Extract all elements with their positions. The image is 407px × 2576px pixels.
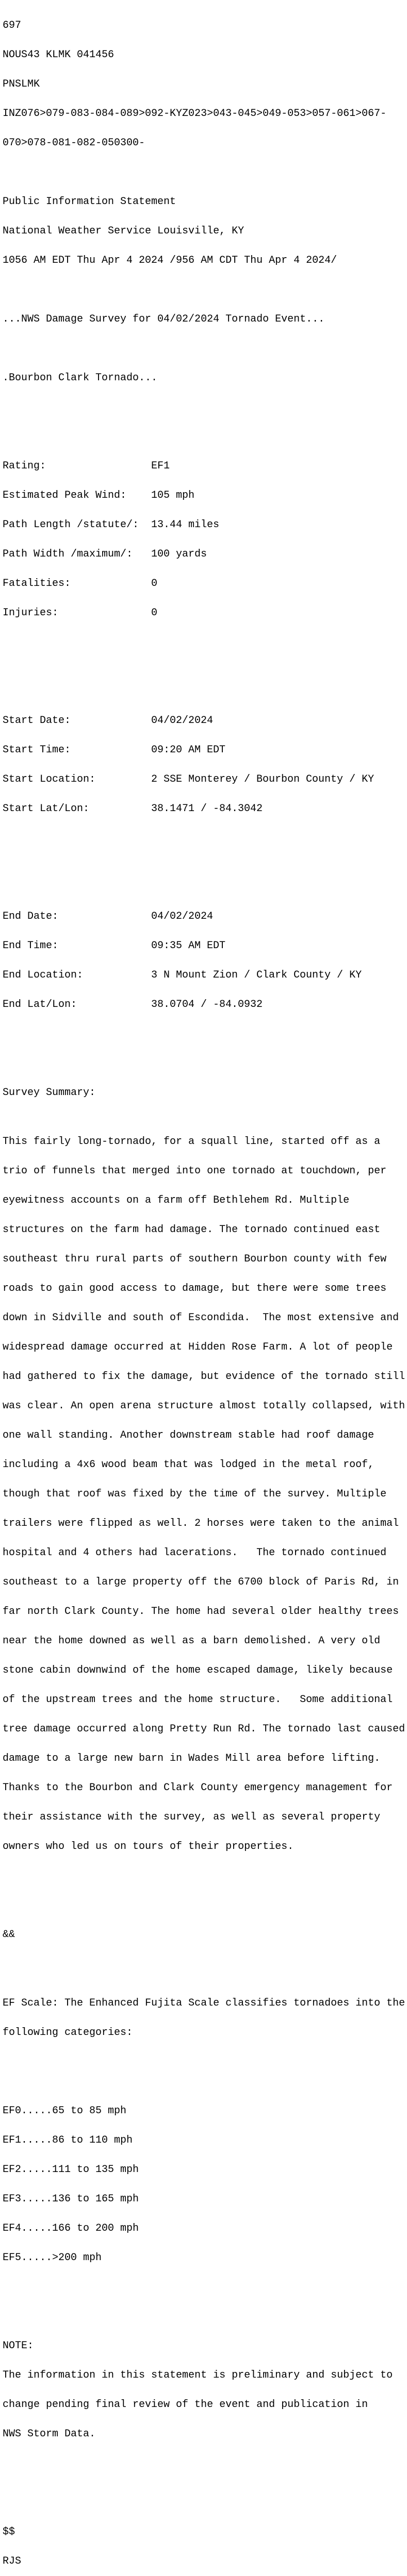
issuing-office: National Weather Service Louisville, KY — [3, 225, 245, 237]
blank-line — [3, 167, 407, 177]
start-block — [3, 696, 407, 833]
end-label: End Date: — [3, 911, 59, 922]
blank-line — [3, 657, 407, 667]
stat-row — [3, 520, 407, 530]
survey-line: had gathered to fix the damage, but evidence of the tornado still — [3, 1371, 405, 1383]
survey-line: one wall standing. Another downstream stable had roof damage — [3, 1429, 375, 1441]
survey-line: widespread damage occurred at Hidden Rose Farm. A lot of people — [3, 1341, 393, 1353]
survey-line: trio of funnels that merged into one tornado at touchdown, per — [3, 1165, 387, 1177]
ef-category: EF1.....86 to 110 mph — [3, 2134, 133, 2146]
end-value: 3 N Mount Zion / Clark County / KY — [151, 969, 362, 981]
ef-category: EF3.....136 to 165 mph — [3, 2193, 139, 2205]
start-row — [3, 775, 407, 784]
stat-value: EF1 — [151, 460, 170, 472]
stat-value: 100 yards — [151, 548, 207, 560]
end-row — [3, 1000, 407, 1009]
blank-line — [3, 344, 407, 353]
stat-value: 105 mph — [151, 490, 195, 501]
survey-line: tree damage occurred along Pretty Run Rd. The tornado last caused — [3, 1723, 405, 1735]
blank-line — [3, 285, 407, 295]
stats-block — [3, 442, 407, 637]
end-value: 38.0704 / -84.0932 — [151, 999, 263, 1011]
start-value: 04/02/2024 — [151, 715, 214, 727]
stat-label: Fatalities: — [3, 578, 71, 590]
headline: ...NWS Damage Survey for 04/02/2024 Tornado Event... — [3, 313, 325, 325]
note-line: NWS Storm Data. — [3, 2428, 96, 2440]
ef-scale-intro: following categories: — [3, 2027, 133, 2039]
end-of-product-marker: $$ — [3, 2526, 15, 2538]
start-value: 2 SSE Monterey / Bourbon County / KY — [151, 773, 375, 785]
end-label: End Time: — [3, 940, 59, 952]
blank-line — [3, 1959, 407, 1969]
ef-category: EF4.....166 to 200 mph — [3, 2223, 139, 2234]
stat-row — [3, 579, 407, 588]
blank-line — [3, 2302, 407, 2312]
end-label: End Location: — [3, 969, 84, 981]
survey-line: was clear. An open arena structure almost totally collapsed, with — [3, 1400, 405, 1412]
end-label: End Lat/Lon: — [3, 999, 77, 1011]
product-id: 697 — [3, 20, 22, 31]
stat-row — [3, 608, 407, 618]
survey-line: owners who led us on tours of their properties. — [3, 1841, 294, 1853]
note-heading: NOTE: — [3, 2340, 34, 2352]
stat-label: Rating: — [3, 460, 46, 472]
issuance-datetime: 1056 AM EDT Thu Apr 4 2024 /956 AM CDT Thu Apr 4 2024/ — [3, 255, 337, 266]
stat-value: 0 — [151, 578, 158, 590]
stat-label: Path Length /statute/: — [3, 519, 139, 531]
survey-line: their assistance with the survey, as well as several property — [3, 1811, 381, 1823]
ugc-line: 070>078-081-082-050300- — [3, 137, 145, 149]
start-label: Start Time: — [3, 744, 71, 756]
survey-line: down in Sidville and south of Escondida. The most extensive and — [3, 1312, 399, 1324]
event-name: .Bourbon Clark Tornado... — [3, 372, 158, 384]
survey-line: hospital and 4 others had lacerations. The tornado continued — [3, 1547, 387, 1559]
survey-line: including a 4x6 wood beam that was lodged in the metal roof, — [3, 1459, 375, 1471]
end-block — [3, 892, 407, 1029]
stat-row — [3, 491, 407, 500]
survey-line: Thanks to the Bourbon and Clark County emergency management for — [3, 1782, 393, 1794]
start-value: 38.1471 / -84.3042 — [151, 803, 263, 815]
ef-scale-intro: EF Scale: The Enhanced Fujita Scale classifies tornadoes into the — [3, 1997, 405, 2009]
ef-category: EF5.....>200 mph — [3, 2252, 102, 2264]
survey-line: eyewitness accounts on a farm off Bethlehem Rd. Multiple — [3, 1194, 350, 1206]
stat-value: 13.44 miles — [151, 519, 220, 531]
note-line: The information in this statement is preliminary and subject to — [3, 2369, 393, 2381]
end-row — [3, 912, 407, 921]
stat-label: Estimated Peak Wind: — [3, 490, 127, 501]
note-line: change pending final review of the event and publication in — [3, 2399, 368, 2411]
survey-line: southeast thru rural parts of southern Bourbon county with few — [3, 1253, 387, 1265]
survey-line: This fairly long-tornado, for a squall line, started off as a — [3, 1136, 381, 1148]
survey-line: though that roof was fixed by the time of the survey. Multiple — [3, 1488, 387, 1500]
stat-row — [3, 549, 407, 559]
ef-scale-list — [3, 2086, 407, 2282]
survey-line: damage to a large new barn in Wades Mill area before lifting. — [3, 1753, 381, 1764]
stat-label: Path Width /maximum/: — [3, 548, 133, 560]
blank-line — [3, 2459, 407, 2468]
start-label: Start Lat/Lon: — [3, 803, 90, 815]
stat-value: 0 — [151, 607, 158, 619]
end-row — [3, 970, 407, 980]
survey-summary — [3, 1117, 407, 1871]
end-value: 04/02/2024 — [151, 911, 214, 922]
start-label: Start Date: — [3, 715, 71, 727]
wmo-header: NOUS43 KLMK 041456 — [3, 49, 115, 61]
start-label: Start Location: — [3, 773, 96, 785]
ugc-line: INZ076>079-083-084-089>092-KYZ023>043-045>049-053>057-061>067- — [3, 108, 387, 120]
blank-line — [3, 2488, 407, 2498]
start-row — [3, 804, 407, 814]
blank-line — [3, 1049, 407, 1058]
statement-title: Public Information Statement — [3, 196, 176, 208]
section-separator: && — [3, 1929, 15, 1941]
author-initials: RJS — [3, 2555, 22, 2567]
stat-label: Injuries: — [3, 607, 59, 619]
stat-row — [3, 461, 407, 471]
survey-line: southeast to a large property off the 6700 block of Paris Rd, in — [3, 1576, 399, 1588]
survey-heading: Survey Summary: — [3, 1087, 96, 1099]
end-value: 09:35 AM EDT — [151, 940, 226, 952]
start-value: 09:20 AM EDT — [151, 744, 226, 756]
survey-line: stone cabin downwind of the home escaped damage, likely because — [3, 1664, 393, 1676]
blank-line — [3, 402, 407, 412]
product-text — [3, 1, 407, 2576]
blank-line — [3, 853, 407, 863]
end-row — [3, 941, 407, 951]
survey-line: far north Clark County. The home had several older healthy trees — [3, 1606, 399, 1618]
start-row — [3, 716, 407, 726]
survey-line: trailers were flipped as well. 2 horses were taken to the animal — [3, 1518, 399, 1529]
ef-category: EF2.....111 to 135 mph — [3, 2164, 139, 2176]
survey-line: of the upstream trees and the home structure. Some additional — [3, 1694, 393, 1706]
ef-category: EF0.....65 to 85 mph — [3, 2105, 127, 2117]
blank-line — [3, 1891, 407, 1900]
awips-id: PNSLMK — [3, 78, 40, 90]
start-row — [3, 745, 407, 755]
blank-line — [3, 2057, 407, 2067]
survey-line: structures on the farm had damage. The tornado continued east — [3, 1224, 381, 1236]
survey-line: roads to gain good access to damage, but there were some trees — [3, 1283, 387, 1294]
survey-line: near the home downed as well as a barn demolished. A very old — [3, 1635, 381, 1647]
